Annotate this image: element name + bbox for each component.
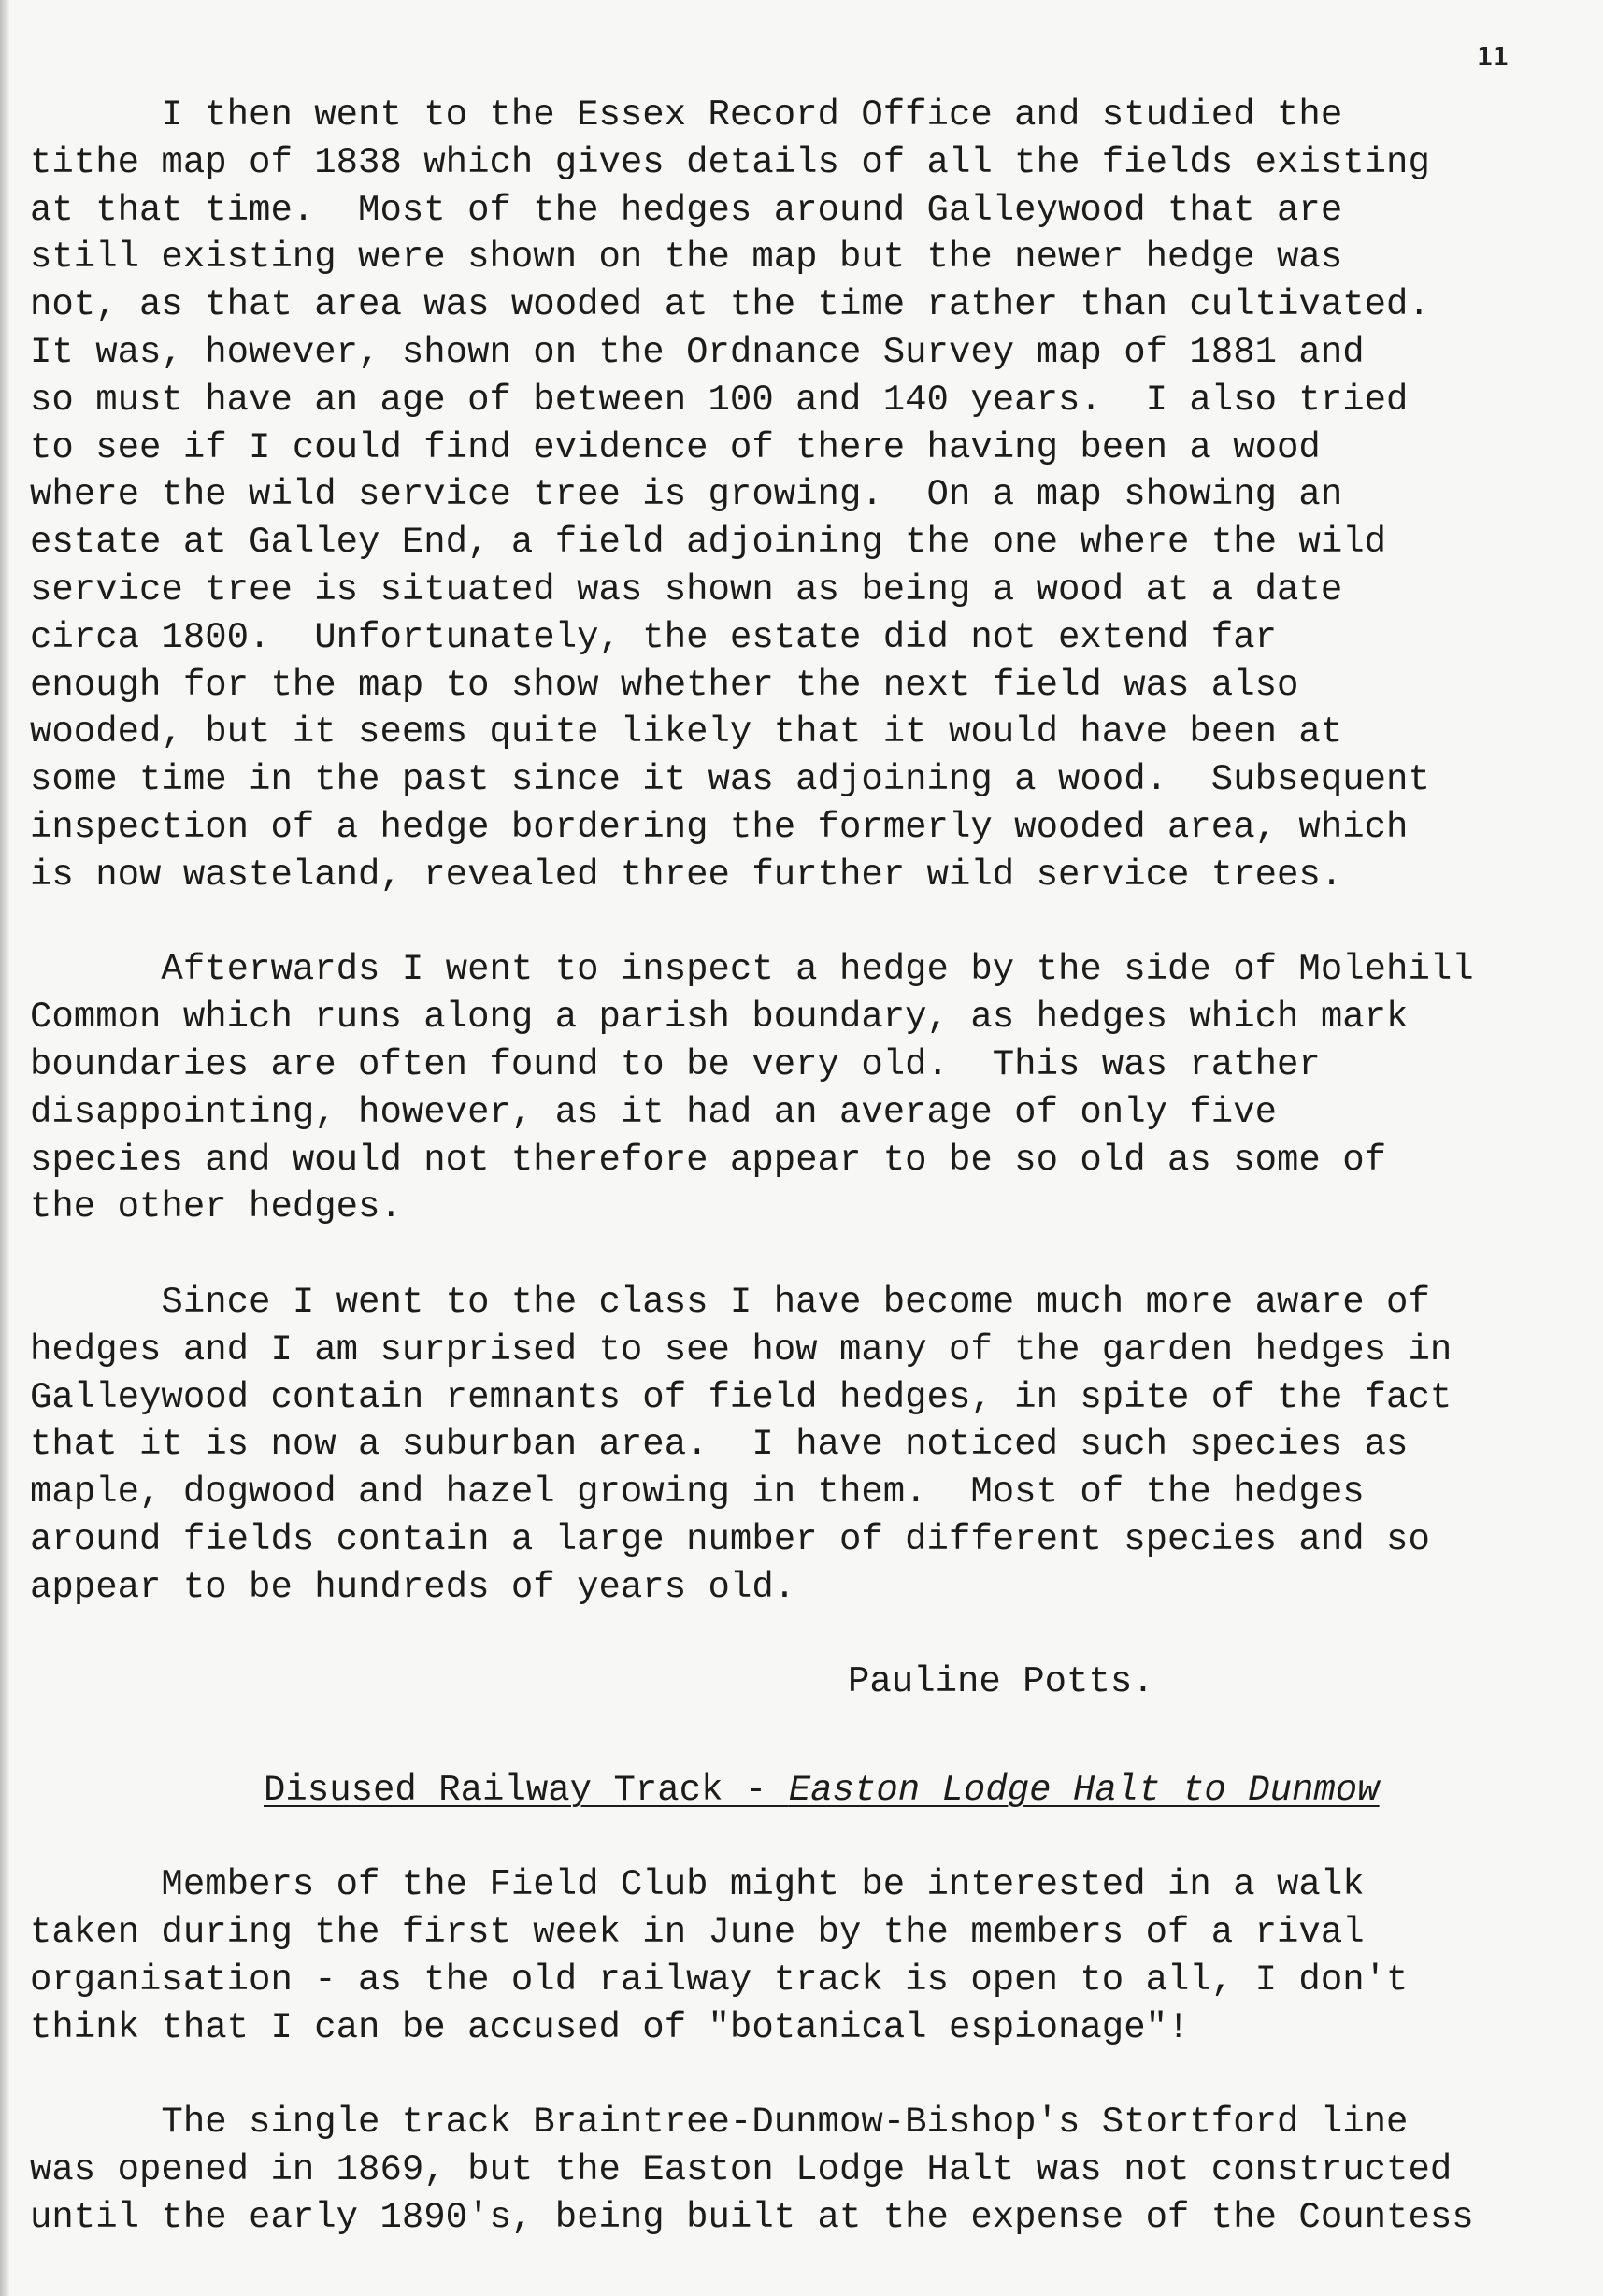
- text-line: Since I went to the class I have become much more aware of: [30, 1281, 1430, 1323]
- section-gap: [30, 1706, 1600, 1754]
- text-line: inspection of a hedge bordering the formerly wooded area, which: [30, 806, 1409, 848]
- text-line: not, as that area was wooded at the time rather than cultivated.: [30, 284, 1430, 326]
- text-line: at that time. Most of the hedges around Galleywood that are: [30, 189, 1343, 231]
- text-line: some time in the past since it was adjoining a wood. Subsequent: [30, 759, 1430, 801]
- text-line: hedges and I am surprised to see how many of the garden hedges in: [30, 1328, 1453, 1370]
- text-line: The single track Braintree-Dunmow-Bishop's Stortford line: [30, 2102, 1409, 2144]
- page-number: 11: [1477, 41, 1509, 72]
- heading-part-italic: Easton Lodge Halt to Dunmow: [788, 1769, 1380, 1811]
- text-line: estate at Galley End, a field adjoining the one where the wild: [30, 522, 1387, 564]
- paragraph-garden-hedges: [30, 1279, 1600, 1612]
- text-line: tithe map of 1838 which gives details of all the fields existing: [30, 141, 1430, 183]
- text-line: boundaries are often found to be very old. This was rather: [30, 1043, 1321, 1085]
- paragraph-gap: [30, 899, 1600, 947]
- text-line: taken during the first week in June by the members of a rival: [30, 1912, 1365, 1954]
- text-line: Members of the Field Club might be interested in a walk: [30, 1864, 1365, 1906]
- paragraph-railway-line: [30, 2099, 1600, 2241]
- paragraph-gap: [30, 1231, 1600, 1279]
- text-line: wooded, but it seems quite likely that it would have been at: [30, 711, 1343, 753]
- text-line: appear to be hundreds of years old.: [30, 1566, 796, 1608]
- paragraph-gap: [30, 1612, 1600, 1659]
- paragraph-gap: [30, 2052, 1600, 2100]
- text-line: think that I can be accused of "botanical espionage"!: [30, 2006, 1190, 2048]
- text-line: is now wasteland, revealed three further wild service trees.: [30, 854, 1343, 896]
- text-line: organisation - as the old railway track is open to all, I don't: [30, 1959, 1409, 2002]
- text-line: where the wild service tree is growing. On a map showing an: [30, 474, 1343, 516]
- text-line: species and would not therefore appear to be so old as some of: [30, 1139, 1387, 1181]
- text-line: disappointing, however, as it had an average of only five: [30, 1091, 1278, 1133]
- text-line: Galleywood contain remnants of field hedges, in spite of the fact: [30, 1376, 1453, 1418]
- text-line: that it is now a suburban area. I have noticed such species as: [30, 1424, 1409, 1466]
- paragraph-field-club: [30, 1861, 1600, 2051]
- text-line: I then went to the Essex Record Office and studied the: [30, 94, 1343, 136]
- text-line: so must have an age of between 100 and 140 years. I also tried: [30, 379, 1409, 421]
- text-line: until the early 1890's, being built at the expense of the Countess: [30, 2197, 1474, 2239]
- text-line: maple, dogwood and hazel growing in them. Most of the hedges: [30, 1471, 1365, 1514]
- text-line: Common which runs along a parish boundary, as hedges which mark: [30, 997, 1409, 1039]
- document-body: [30, 92, 1600, 2242]
- text-line: to see if I could find evidence of there having been a wood: [30, 426, 1321, 468]
- author-signature: Pauline Potts.: [848, 1661, 1154, 1703]
- text-line: Afterwards I went to inspect a hedge by the side of Molehill: [30, 949, 1474, 991]
- text-line: circa 1800. Unfortunately, the estate did not extend far: [30, 616, 1278, 658]
- text-line: service tree is situated was shown as being a wood at a date: [30, 568, 1343, 610]
- section-heading: [30, 1767, 1600, 1815]
- scan-shadow-edge: [0, 0, 9, 2296]
- heading-part-plain: Disused Railway Track -: [264, 1769, 789, 1811]
- paragraph-tithe-map: [30, 92, 1600, 899]
- paragraph-molehill-common: [30, 946, 1600, 1231]
- text-line: the other hedges.: [30, 1186, 402, 1228]
- text-line: It was, however, shown on the Ordnance Survey map of 1881 and: [30, 331, 1365, 373]
- paragraph-gap: [30, 1815, 1600, 1862]
- text-line: enough for the map to show whether the next field was also: [30, 664, 1299, 706]
- text-line: still existing were shown on the map but the newer hedge was: [30, 237, 1343, 279]
- text-line: was opened in 1869, but the Easton Lodge Halt was not constructed: [30, 2149, 1453, 2191]
- text-line: around fields contain a large number of different species and so: [30, 1518, 1430, 1560]
